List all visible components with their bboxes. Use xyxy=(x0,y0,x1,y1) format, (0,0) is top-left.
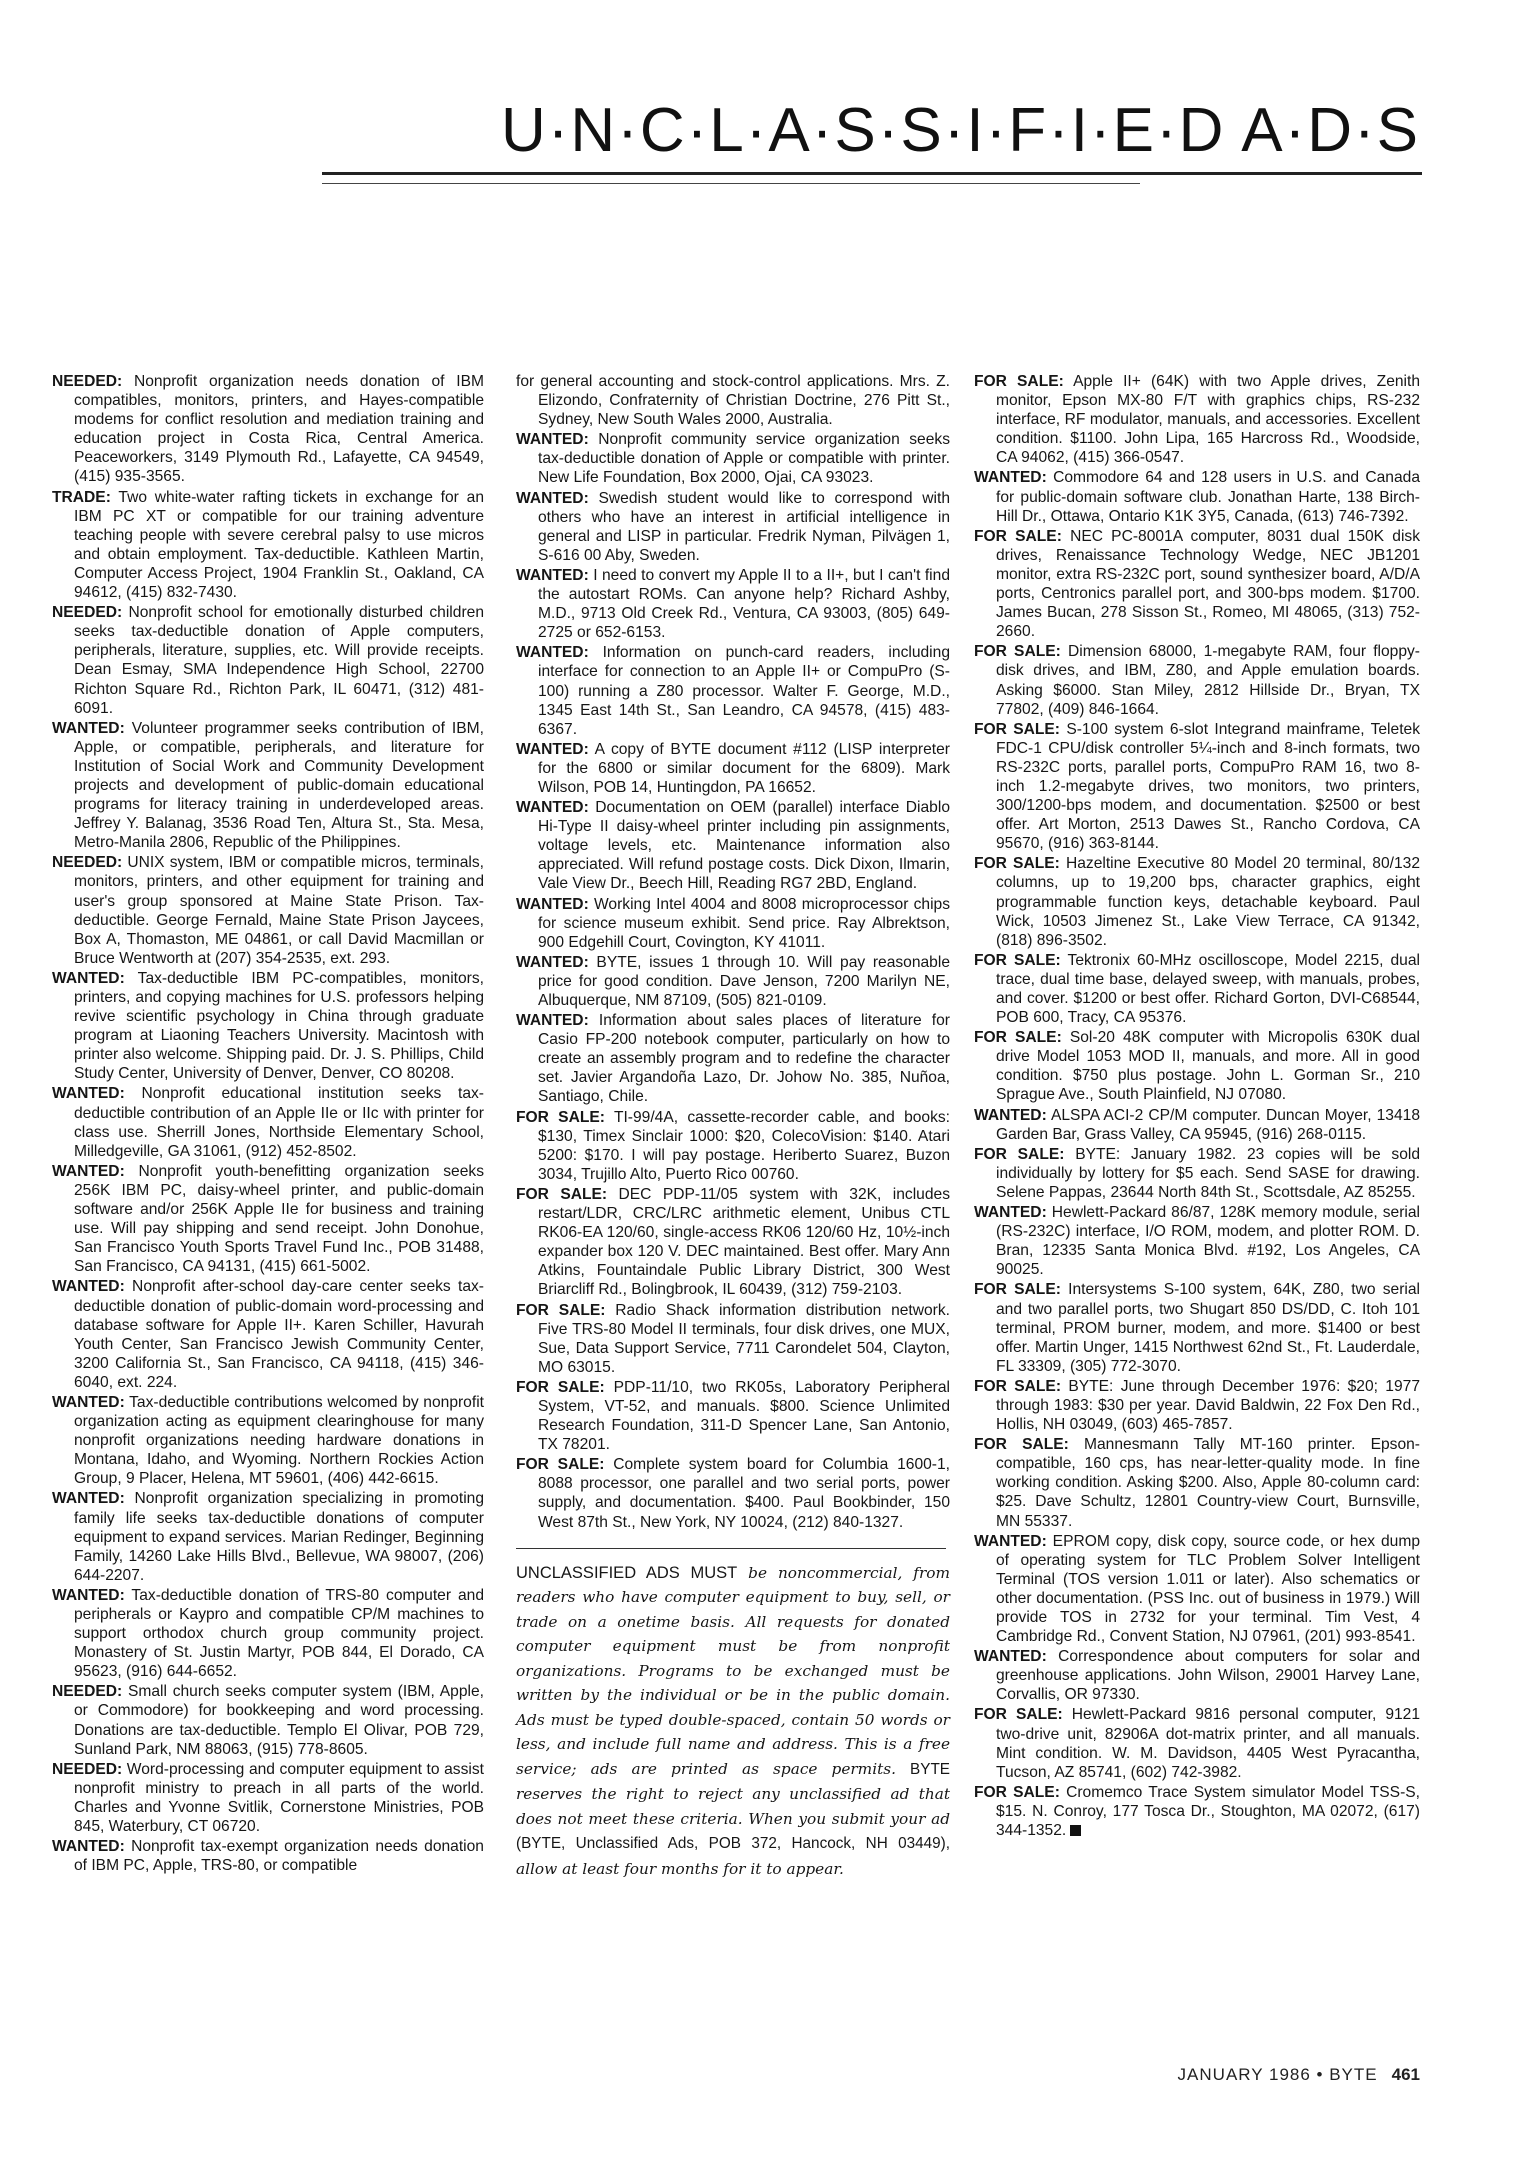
classified-ad xyxy=(52,969,484,1084)
ad-text: Intersystems S-100 system, 64K, Z80, two serial and two parallel ports, two Shugart 850 DS/DD, C. Itoh 101 terminal, PROM burner, modem, and more. $1400 or best offer. Martin Unger, 1415 Northwest 62nd St., Ft. Lauderdale, FL 33309, (305) 772-3070. xyxy=(996,1281,1420,1375)
ad-category: FOR SALE: xyxy=(974,1281,1061,1299)
classified-ad xyxy=(52,1084,484,1160)
ad-category: NEEDED: xyxy=(52,1760,123,1778)
ad-category: FOR SALE: xyxy=(516,1378,605,1396)
ad-category: FOR SALE: xyxy=(974,1706,1063,1724)
ad-category: NEEDED: xyxy=(52,854,123,872)
classified-ad xyxy=(974,951,1420,1027)
ad-text: Tax-deductible donation of TRS-80 computer and peripherals or Kaypro and compatible CP/M machines to support orthodox church group community project. Monastery of St. Justin Martyr, POB 844, El Dorado, CA 95623, (916) 644-6652. xyxy=(74,1586,484,1681)
ad-category: FOR SALE: xyxy=(516,1301,606,1319)
ad-text: Information on punch-card readers, including interface for connection to an Apple II+ or CompuPro (S-100) running a Z80 processor. Walter F. George, M.D., 1345 East 14th St., San Leandro, CA 94578, (415) 483-6367. xyxy=(538,644,950,738)
notice-address: (BYTE, Unclassified Ads, POB 372, Hancock, NH 03449), xyxy=(516,1835,950,1853)
ad-category: NEEDED: xyxy=(52,604,123,622)
ad-text: Tax-deductible contributions welcomed by nonprofit organization acting as equipment clearinghouse for many nonprofit organizations needing hardware donations in Montana, Idaho, and Wyoming. Northern Rockies Action Group, 9 Placer, Helena, MT 59601, (406) 442-6615. xyxy=(74,1393,484,1488)
classified-ad xyxy=(974,1705,1420,1781)
classified-ad xyxy=(974,1203,1420,1279)
ad-category: FOR SALE: xyxy=(974,855,1060,873)
classified-ad xyxy=(52,1162,484,1277)
ad-text: UNIX system, IBM or compatible micros, terminals, monitors, printers, and other equipment for training and user's group sponsored at Maine State Prison. Tax-deductible. George Fernald, Maine State Prison Jaycees, Box A, Thomaston, ME 04861, or call David Macmillan or Bruce Wentworth at (207) 354-2535, ext. 293. xyxy=(74,854,484,967)
ad-text: Two white-water rafting tickets in exchange for an IBM PC XT or compatible for our training adventure teaching people with severe cerebral palsy to use micros and obtain employment. Tax-deductible. Kathleen Martin, Computer Access Project, 1904 Franklin St., Oakland, CA 94612, (415) 832-7430. xyxy=(74,488,484,602)
ad-text: Nonprofit youth-benefitting organization seeks 256K IBM PC, daisy-wheel printer, and public-domain software and/or 256K Apple IIe for business and training use. Will pay shipping and send receipt. John Donohue, San Francisco Youth Sports Travel Fund Inc., POB 31488, San Francisco, CA 94131, (415) 661-5002. xyxy=(74,1162,484,1276)
ad-category: WANTED: xyxy=(516,799,589,817)
ad-text: Nonprofit school for emotionally disturbed children seeks tax-deductible donation of Apple computers, peripherals, literature, supplies, etc. Will provide receipts. Dean Esmay, SMA Independence High School, 22700 Richton Square Rd., Richton Park, IL 60471, (312) 481-6091. xyxy=(74,604,484,717)
title-rule-thin xyxy=(322,183,1140,184)
ad-category: WANTED: xyxy=(52,969,125,987)
ad-category: WANTED: xyxy=(516,953,589,971)
ad-category: WANTED: xyxy=(516,489,589,507)
classified-ad xyxy=(974,1783,1420,1840)
classified-ad xyxy=(516,1301,950,1377)
ad-text: Nonprofit organization specializing in promoting family life seeks tax-deductible donations of computer equipment to expand services. Marian Redinger, Beginning Family, 14260 Lake Hills Blvd., Bellevue, WA 98007, (206) 644-2207. xyxy=(74,1490,484,1584)
ad-category: NEEDED: xyxy=(52,373,123,390)
ad-text: Nonprofit organization needs donation of IBM compatibles, monitors, printers, and Hayes-compatible modems for conflict resolution and mediation training and education project in Costa Rica, Central America. Peaceworkers, 3149 Plymouth Rd., Lafayette, CA 94549, (415) 935-3565. xyxy=(74,373,484,486)
ad-category: FOR SALE: xyxy=(974,1377,1062,1395)
page-number: 461 xyxy=(1391,2065,1420,2084)
ad-text: BYTE: January 1982. 23 copies will be sold individually by lottery for $5 each. Send SASE for drawing. Selene Pappas, 23644 North 84th St., Scottsdale, AZ 85255. xyxy=(996,1145,1421,1201)
ad-text: NEC PC-8001A computer, 8031 dual 150K disk drives, Renaissance Technology Wedge, NEC JB1201 monitor, extra RS-232C port, sound synthesizer board, A/D/A ports, Centronics parallel port, and 300-bps modem. $1700. James Bucan, 278 Sisson St., Romeo, MI 48065, (313) 752-2660. xyxy=(996,527,1420,641)
ad-text: for general accounting and stock-control applications. Mrs. Z. Elizondo, Confraternity of Christian Doctrine, 276 Pitt St., Sydney, New South Wales 2000, Australia. xyxy=(516,373,950,429)
ad-category: WANTED: xyxy=(52,1490,125,1508)
classified-ad xyxy=(52,372,484,487)
classified-ad xyxy=(974,642,1420,718)
ad-text: Cromemco Trace System simulator Model TSS-S, $15. N. Conroy, 177 Tosca Dr., Stoughton, MA 02072, (617) 344-1352. xyxy=(996,1783,1421,1840)
classified-ad xyxy=(52,1489,484,1584)
ad-text: Swedish student would like to correspond with others who have an interest in artificial intelligence in general and LISP in particular. Fredrik Nyman, Pilvägen 1, S-616 00 Aby, Sweden. xyxy=(538,489,950,564)
ad-text: Nonprofit tax-exempt organization needs donation of IBM PC, Apple, TRS-80, or compatible xyxy=(74,1838,484,1875)
ad-text: Small church seeks computer system (IBM, Apple, or Commodore) for bookkeeping and word processing. Donations are tax-deductible. Templo El Olivar, POB 729, Sunland Park, NM 88063, (915) 778-8605. xyxy=(74,1683,484,1758)
ad-text: ALSPA ACI-2 CP/M computer. Duncan Moyer, 13418 Garden Bar, Grass Valley, CA 95945, (916) 268-0115. xyxy=(996,1106,1420,1143)
ad-column-1 xyxy=(52,372,484,1876)
ad-category: WANTED: xyxy=(52,719,125,737)
classified-ad xyxy=(974,1435,1420,1530)
ad-category: FOR SALE: xyxy=(974,720,1061,738)
notice-text-1: be noncommercial, from readers who have computer equipment to buy, sell, or trade on a onetime basis. All requests for donated computer equipment must be from nonprofit organizations. Programs to be exchanged must be written by the individual or be in the public domain. Ads must be typed double-spaced, contain 50 words or less, and include full name and address. This is a free service; ads are printed as space permits. xyxy=(516,1563,950,1778)
classified-ad xyxy=(52,1277,484,1392)
ad-text: A copy of BYTE document #112 (LISP interpreter for the 6800 or similar document for the 6809). Mark Wilson, POB 14, Huntingdon, PA 16652. xyxy=(538,740,950,796)
page-footer xyxy=(0,2065,1420,2085)
ad-category: FOR SALE: xyxy=(974,1145,1065,1163)
ad-category: WANTED: xyxy=(516,895,589,913)
ad-category: WANTED: xyxy=(516,740,589,758)
ad-text: S-100 system 6-slot Integrand mainframe, Teletek FDC-1 CPU/disk controller 5¼-inch and 8-inch formats, two RS-232C ports, parallel ports, CompuPro RAM 16, two 8-inch 1.2-megabyte drives, two monitors, two printers, 300/1200-bps modem, and documentation. $2500 or best offer. Art Morton, 2513 Dawes St., Rancho Cordova, CA 95670, (916) 363-8144. xyxy=(996,720,1421,853)
classified-ad xyxy=(974,1106,1420,1144)
ad-text: Working Intel 4004 and 8008 microprocessor chips for science museum exhibit. Send price. Ray Albrektson, 900 Edgehill Court, Covington, KY 41011. xyxy=(538,895,950,951)
ad-text: I need to convert my Apple II to a II+, but I can't find the autostart ROMs. Can anyone help? Richard Ashby, M.D., 9713 Old Creek Rd., Ventura, CA 93003, (805) 649-2725 or 652-6153. xyxy=(538,566,950,642)
classified-ad xyxy=(516,1378,950,1454)
ad-category: FOR SALE: xyxy=(516,1456,605,1474)
title-rule-thick xyxy=(322,172,1422,175)
ad-category: WANTED: xyxy=(52,1586,125,1604)
classified-ad xyxy=(974,1028,1420,1104)
ad-column-3 xyxy=(974,372,1420,1841)
classified-ad xyxy=(52,1837,484,1875)
classified-ad xyxy=(974,468,1420,525)
ad-category: WANTED: xyxy=(516,431,589,449)
ad-text: Apple II+ (64K) with two Apple drives, Zenith monitor, Epson MX-80 F/T with graphics chips, RS-232 interface, RF modulator, manuals, and accessories. Excellent condition. $1100. John Lipa, 165 Harcross Rd., Woodside, CA 94062, (415) 366-0547. xyxy=(996,373,1421,467)
classified-ad xyxy=(516,566,950,642)
classified-ad xyxy=(974,1145,1420,1202)
ad-category: WANTED: xyxy=(974,1648,1047,1666)
classified-ad xyxy=(974,372,1420,467)
classified-ad xyxy=(516,895,950,952)
ad-category: FOR SALE: xyxy=(974,373,1064,390)
classified-ad xyxy=(516,489,950,565)
classified-ad xyxy=(52,1760,484,1836)
ad-category: WANTED: xyxy=(516,644,589,662)
notice-text-3: allow at least four months for it to appear. xyxy=(516,1859,844,1878)
notice-divider xyxy=(516,1548,946,1549)
classified-ad xyxy=(52,1586,484,1681)
submission-notice xyxy=(516,1561,950,1882)
ad-category: TRADE: xyxy=(52,488,111,506)
ad-text: BYTE, issues 1 through 10. Will pay reasonable price for good condition. Dave Jenson, 7200 Marilyn NE, Albuquerque, NM 87109, (505) 821-0109. xyxy=(538,953,950,1009)
ad-text: Word-processing and computer equipment to assist nonprofit ministry to preach in all parts of the world. Charles and Yvonne Svitlik, Cornerstone Ministries, POB 845, Waterbury, CT 06720. xyxy=(74,1760,484,1836)
classified-ad xyxy=(516,1108,950,1184)
classified-ad xyxy=(516,643,950,738)
classified-ad xyxy=(974,1280,1420,1375)
classified-ad xyxy=(516,372,950,429)
ad-category: FOR SALE: xyxy=(974,1436,1069,1454)
classified-ad xyxy=(52,488,484,603)
ad-text: Volunteer programmer seeks contribution of IBM, Apple, or compatible, peripherals, and literature for Institution of Social Work and Community Development projects and development of public-domain educational programs for literacy training in underdeveloped areas. Jeffrey Y. Balanag, 3536 Road Ten, Altura St., Sta. Mesa, Metro-Manila 2806, Republic of the Philippines. xyxy=(74,719,484,852)
ad-category: WANTED: xyxy=(52,1838,125,1856)
classified-ad xyxy=(516,1011,950,1106)
classified-ad xyxy=(974,527,1420,642)
classified-ad xyxy=(52,719,484,853)
ad-category: WANTED: xyxy=(516,1012,589,1030)
ad-category: NEEDED: xyxy=(52,1683,123,1701)
ad-text: Correspondence about computers for solar and greenhouse applications. John Wilson, 29001 Harvey Lane, Corvallis, OR 97330. xyxy=(996,1648,1420,1704)
ad-text: Sol-20 48K computer with Micropolis 630K dual drive Model 1053 MOD II, manuals, and more. All in good condition. $750 plus postage. John L. Gorman Sr., 210 Sprague Ave., South Plainfield, NJ 07080. xyxy=(996,1029,1420,1104)
ad-text: PDP-11/10, two RK05s, Laboratory Peripheral System, VT-52, and manuals. $800. Science Unlimited Research Foundation, 311-D Spencer Lane, San Antonio, TX 78201. xyxy=(538,1378,950,1454)
ad-text: Commodore 64 and 128 users in U.S. and Canada for public-domain software club. Jonathan Harte, 138 Birch-Hill Dr., Ottawa, Ontario K1K 3Y5, Canada, (613) 746-7392. xyxy=(996,469,1420,525)
ad-text: Complete system board for Columbia 1600-1, 8088 processor, one parallel and two serial ports, power supply, and documentation. $400. Paul Bookbinder, 150 West 87th St., New York, NY 10024, (212) 840-1327. xyxy=(538,1456,950,1531)
classified-ad xyxy=(516,1455,950,1531)
classified-ad xyxy=(974,1647,1420,1704)
classified-ad xyxy=(52,603,484,718)
ad-category: FOR SALE: xyxy=(974,1029,1062,1047)
ad-text: Nonprofit community service organization seeks tax-deductible donation of Apple or compatible with printer. New Life Foundation, Box 2000, Ojai, CA 93023. xyxy=(538,431,950,487)
classified-ad xyxy=(516,1185,950,1300)
notice-lead: UNCLASSIFIED ADS MUST xyxy=(516,1563,738,1582)
ad-text: Hewlett-Packard 9816 personal computer, 9121 two-drive unit, 82906A dot-matrix printer, and all manuals. Mint condition. W. M. Davidson, 4405 West Pyracantha, Tucson, AZ 85741, (602) 742-3982. xyxy=(996,1706,1421,1781)
page-title: U·N·C·L·A·S·S·I·F·I·E·D A·D·S xyxy=(500,96,1420,165)
ad-text: Mannesmann Tally MT-160 printer. Epson-compatible, 160 cps, has near-letter-quality mode. In fine working condition. Asking $200. Also, Apple 80-column card: $25. Dave Schultz, 12801 Country-view Court, Burnsville, MN 55337. xyxy=(996,1436,1420,1530)
classified-ad xyxy=(516,953,950,1010)
ad-category: FOR SALE: xyxy=(974,1783,1060,1801)
ad-text: Tax-deductible IBM PC-compatibles, monitors, printers, and copying machines for U.S. professors helping revive scientific psychology in China through graduate program at Liaoning Teachers University. Macintosh with printer also welcome. Shipping paid. Dr. J. S. Phillips, Child Study Center, University of Denver, Denver, CO 80208. xyxy=(74,969,484,1083)
ad-category: FOR SALE: xyxy=(974,643,1061,661)
ad-text: Hazeltine Executive 80 Model 20 terminal, 80/132 columns, up to 19,200 bps, character graphics, eight programmable function keys, detachable keyboard. Paul Wick, 10503 Jimenez St., Lake View Terrace, CA 91342, (818) 896-3502. xyxy=(996,855,1420,949)
ad-category: WANTED: xyxy=(974,1532,1047,1550)
ad-category: WANTED: xyxy=(974,1204,1047,1222)
ad-text: Hewlett-Packard 86/87, 128K memory module, serial (RS-232C) interface, I/O ROM, modem, and plotter ROM. D. Bran, 12335 Santa Monica Blvd. #192, Los Angeles, CA 90025. xyxy=(996,1204,1420,1279)
ad-category: WANTED: xyxy=(52,1278,125,1296)
ad-category: FOR SALE: xyxy=(974,527,1062,545)
classified-ad xyxy=(974,720,1420,854)
ad-category: WANTED: xyxy=(974,469,1047,487)
ad-text: EPROM copy, disk copy, source code, or hex dump of operating system for TLC Problem Solver Intelligent Terminal (TOS version 1.011 or later). Also schematics or other documentation. (PSS Inc. out of business in 1979.) Will provide TOS in 2732 for your terminal. Tim Vest, 4 Cambridge Rd., Convent Station, NJ 07961, (201) 993-8541. xyxy=(996,1532,1420,1646)
footer-issue: JANUARY 1986 • BYTE xyxy=(1177,2065,1378,2084)
ad-category: WANTED: xyxy=(52,1393,125,1411)
notice-byte: BYTE xyxy=(910,1760,950,1778)
ad-text: Information about sales places of literature for Casio FP-200 notebook computer, particularly on how to create an assembly program and to redefine the character set. Javier Argandoña Lazo, Dr. Johow No. 385, Nuñoa, Santiago, Chile. xyxy=(538,1012,950,1106)
ad-category: WANTED: xyxy=(52,1085,125,1103)
ad-column-2 xyxy=(516,372,950,1881)
ad-text: Documentation on OEM (parallel) interface Diablo Hi-Type II daisy-wheel printer including pin assignments, voltage levels, etc. Maintenance information also appreciated. Will refund postage costs. Dick Dixon, Ilmarin, Vale View Dr., Beech Hill, Reading RG7 2BD, England. xyxy=(538,799,950,893)
ad-text: Nonprofit after-school day-care center seeks tax-deductible donation of public-domain word-processing and database software for Apple II+. Karen Schiller, Havurah Youth Center, San Francisco Jewish Community Center, 3200 California St., San Francisco, CA 94118, (415) 346-6040, ext. 224. xyxy=(74,1278,484,1391)
notice-text-2: reserves the right to reject any unclassified ad that does not meet these criteria. When you submit your ad xyxy=(516,1785,950,1828)
classified-ad xyxy=(974,854,1420,949)
ad-category: WANTED: xyxy=(52,1162,125,1180)
classified-ad xyxy=(516,740,950,797)
ad-category: FOR SALE: xyxy=(516,1108,605,1126)
ad-text: Tektronix 60-MHz oscilloscope, Model 2215, dual trace, dual time base, delayed sweep, with manuals, probes, and cover. $1200 or best offer. Richard Gorton, DVI-C68544, POB 600, Tracy, CA 95376. xyxy=(996,951,1420,1027)
classified-ad xyxy=(52,853,484,968)
ad-text: Nonprofit educational institution seeks tax-deductible contribution of an Apple IIe or IIc with printer for class use. Sherrill Jones, Northside Elementary School, Milledgeville, GA 31061, (912) 452-8502. xyxy=(74,1085,484,1160)
classified-ad xyxy=(516,798,950,893)
ad-category: FOR SALE: xyxy=(974,951,1061,969)
end-mark-icon xyxy=(1070,1825,1081,1836)
ad-text: TI-99/4A, cassette-recorder cable, and books: $130, Timex Sinclair 1000: $20, ColecoVision: $140. Atari 5200: $170. I will pay postage. Heriberto Suarez, Buzon 3034, Trujillo Alto, Puerto Rico 00760. xyxy=(538,1108,951,1183)
ad-text: BYTE: June through December 1976: $20; 1977 through 1983: $30 per year. David Baldwin, 22 Fox Den Rd., Hollis, NH 03049, (603) 465-7857. xyxy=(996,1377,1420,1434)
classified-ad xyxy=(52,1682,484,1758)
ad-category: FOR SALE: xyxy=(516,1185,608,1203)
ad-text: Dimension 68000, 1-megabyte RAM, four floppy-disk drives, and IBM, Z80, and Apple emulation boards. Asking $6000. Stan Miley, 2812 Hillside Dr., Bryan, TX 77802, (409) 846-1664. xyxy=(996,643,1421,718)
classified-ad xyxy=(516,430,950,487)
classified-ad xyxy=(974,1377,1420,1434)
ad-category: WANTED: xyxy=(516,566,589,584)
ad-text: DEC PDP-11/05 system with 32K, includes restart/LDR, CRC/LRC arithmetic element, Unibus CTL RK06-EA 120/60, single-access RK06 120/60 Hz, 10½-inch expander box 120 V. DEC maintained. Best offer. Mary Ann Atkins, Fountaindale Public Library District, 300 West Briarcliff Rd., Bolingbrook, IL 60439, (312) 759-2103. xyxy=(538,1185,950,1299)
ad-category: WANTED: xyxy=(974,1106,1047,1124)
classified-ad xyxy=(974,1532,1420,1647)
classified-ad xyxy=(52,1393,484,1488)
ad-text: Radio Shack information distribution network. Five TRS-80 Model II terminals, four disk drives, one MUX, Sue, Data Support Service, 7711 Carondelet 504, Clayton, MO 63015. xyxy=(538,1301,951,1376)
